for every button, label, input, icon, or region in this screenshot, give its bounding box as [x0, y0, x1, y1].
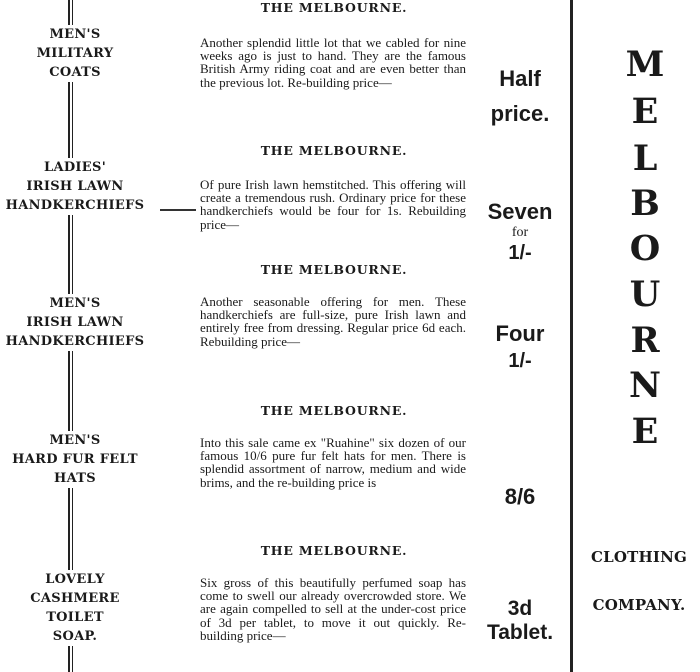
section-label-mens-handkerchiefs [0, 294, 150, 351]
label-line: MILITARY [36, 46, 114, 61]
section-body-felt-hats: Into this sale came ex "Ruahine" six dozen of our famous 10/6 pure fur felt hats for men. There is splendid assortment of narrow, medium and wide brims, and the re-building price is [200, 435, 466, 490]
price-line: 1/- [508, 350, 532, 372]
price-line: Seven [487, 199, 553, 224]
price-line: Half [499, 66, 541, 91]
banner-company: COMPANY. [592, 596, 686, 614]
banner-clothing: CLOTHING [590, 548, 688, 566]
price-line: 8/6 [504, 484, 536, 509]
section-price-military-coats [470, 64, 570, 129]
banner-letter-l: L [632, 138, 658, 179]
label-line: LADIES' [44, 160, 106, 175]
banner-letter-b: B [630, 183, 660, 224]
section-price-mens-handkerchiefs [470, 320, 570, 374]
label-line: HARD FUR FELT [12, 452, 138, 467]
label-line: MEN'S [49, 27, 101, 42]
price-line: Tablet. [486, 621, 554, 644]
section-heading-toilet-soap: THE MELBOURNE. [260, 543, 408, 558]
label-line: HANDKERCHIEFS [5, 198, 145, 213]
price-line: 1/- [508, 242, 532, 264]
price-line: price. [490, 101, 550, 126]
banner-letter-o: O [629, 228, 661, 269]
banner-letter-r: R [630, 320, 660, 361]
banner-letter-e2: E [631, 411, 659, 452]
section-label-military-coats [0, 25, 150, 82]
section-label-felt-hats [0, 431, 150, 488]
section-body-military-coats: Another splendid little lot that we cabled for nine weeks ago is just to hand. They are the famous British Army riding coat and are even better than the previous lot. Re-building price— [200, 35, 466, 90]
price-line: Four [495, 321, 545, 346]
section-body-ladies-handkerchiefs: Of pure Irish lawn hemstitched. This offering will create a tremendous rush. Ordinary price for these handkerchiefs would be four for 1s. Rebuilding price— [200, 177, 466, 232]
label-line: IRISH LAWN [26, 179, 124, 194]
label-line: MEN'S [49, 296, 101, 311]
label-line: HATS [54, 471, 96, 486]
section-body-toilet-soap: Six gross of this beautifully perfumed soap has come to swell our already overcrowded store. We are again compelled to sell at the under-cost price of 3d per tablet, to move it out quickly. Re-building price— [200, 575, 466, 643]
label-line: MEN'S [49, 433, 101, 448]
label-line: IRISH LAWN [26, 315, 124, 330]
banner-letter-n: N [629, 365, 661, 406]
section-price-felt-hats [470, 482, 570, 512]
label-line: CASHMERE TOILET [30, 591, 120, 625]
section-heading-mens-handkerchiefs: THE MELBOURNE. [260, 262, 408, 277]
label-line: HANDKERCHIEFS [5, 334, 145, 349]
section-body-mens-handkerchiefs: Another seasonable offering for men. These handkerchiefs are full-size, pure Irish lawn and entirely free from dressing. Regular price 6d each. Rebuilding price— [200, 294, 466, 349]
section-price-toilet-soap [470, 597, 570, 645]
right-column-rule [570, 0, 573, 672]
dash-mark [160, 209, 196, 211]
label-line: LOVELY [45, 572, 105, 587]
banner-letter-e: E [631, 91, 659, 132]
section-heading-ladies-handkerchiefs: THE MELBOURNE. [260, 143, 408, 158]
label-line: SOAP. [52, 629, 98, 644]
section-price-ladies-handkerchiefs [470, 198, 570, 266]
banner-letter-u: U [629, 274, 661, 315]
banner-letter-m: M [625, 44, 665, 85]
section-heading-felt-hats: THE MELBOURNE. [260, 403, 408, 418]
label-line: COATS [49, 65, 101, 80]
top-heading: THE MELBOURNE. [260, 0, 408, 15]
price-line: for [511, 225, 529, 240]
price-line: 3d [507, 597, 533, 620]
section-label-toilet-soap [0, 570, 150, 646]
section-label-ladies-handkerchiefs [0, 158, 150, 215]
